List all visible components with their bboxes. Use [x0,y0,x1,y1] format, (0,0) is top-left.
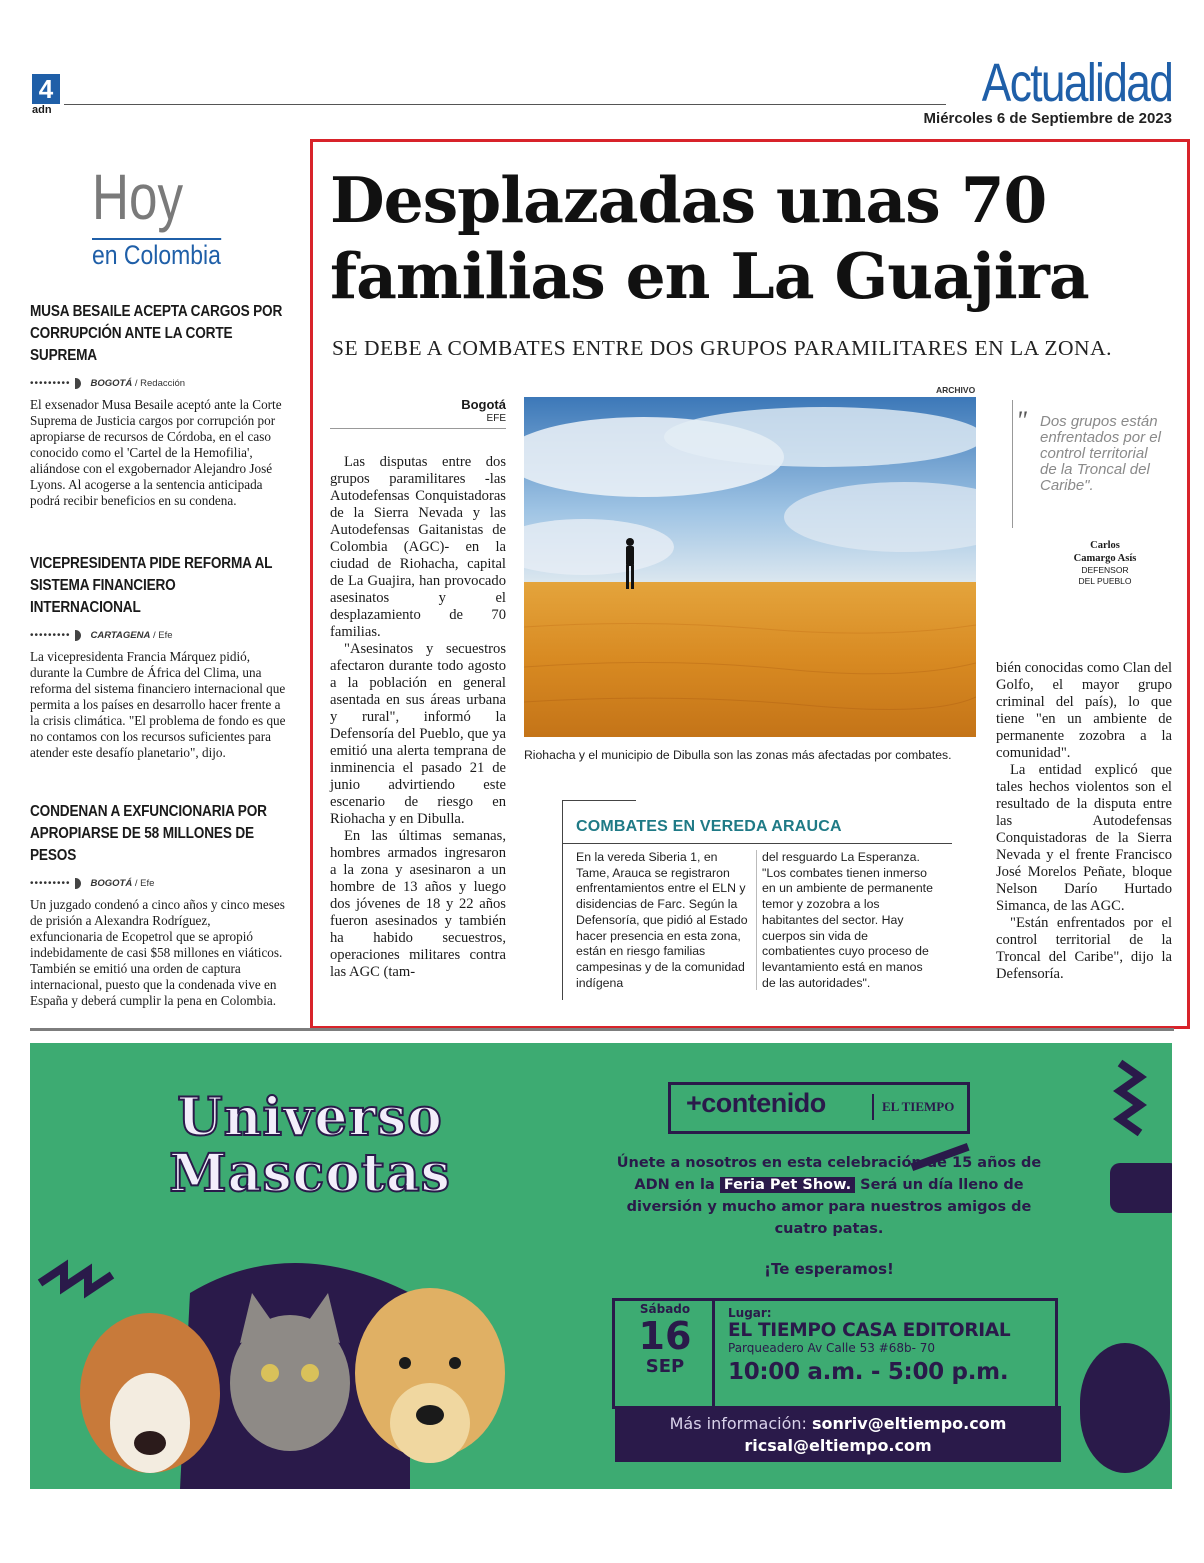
article-column-3 [996,660,1172,983]
article-deck: SE DEBE A COMBATES ENTRE DOS GRUPOS PARAMILITARES EN LA ZONA. [332,336,1112,360]
ad-highlight: Feria Pet Show. [720,1177,855,1193]
quote-author-first: Carlos [1090,540,1120,551]
article-photo [524,397,976,737]
dateline-city: Bogotá [461,397,506,412]
brief-source: Efe [140,877,155,889]
ad-logo-small: EL TIEMPO [872,1094,954,1120]
brief-location: BOGOTÁ [90,877,133,889]
page-number: 4 [32,74,60,104]
byline-marker [75,878,81,889]
byline-separator: / [132,877,141,889]
ad-title-line: Universo [177,1087,443,1148]
sidebar-subtitle: en Colombia [92,240,221,270]
ad-address: Parqueadero Av Calle 53 #68b- 70 [728,1341,936,1355]
brief-location: CARTAGENA [90,629,151,641]
article-paragraph: "Asesinatos y secuestros afectaron durante todo agosto a la población en general asentada en sus áreas urbana y rural", informó la Defensoría del Pueblo, que ya emitió una alerta temprana de inminencia el pasado 21 de junio advirtiendo este escenario de riesgo en Riohacha y en Dibulla. [330,641,506,827]
brief-byline [30,875,286,891]
quote-rule [1012,400,1013,528]
brief-headline: VICEPRESIDENTA PIDE REFORMA AL SISTEMA FINANCIERO INTERNACIONAL [30,555,273,616]
ad-text-before: Únete a nosotros en esta celebración de 15 años de ADN en la [616,1155,1042,1193]
ad-info-divider [712,1300,715,1406]
box-title-rule [562,843,952,844]
byline-marker [75,630,81,641]
quote-role-line: DEFENSOR [1081,565,1129,575]
section-title: Actualidad [981,53,1172,113]
brief-source: Redacción [140,377,186,389]
ad-email[interactable]: ricsal@eltiempo.com [744,1436,932,1455]
article-paragraph: En las últimas semanas, hombres armados ingresaron a la zona y asesinaron a un hombre de 13 años y luego dos jóvenes de 18 y 22 años fueron asesinados y también ha habido secuestros, operaciones militares contra las AGC (tam- [330,828,506,980]
brief-body: Un juzgado condenó a cinco años y cinco meses de prisión a Alexandra Rodríguez, exfuncionaria de Ecopetrol que se apropió indebidamente de casi $58 millones en viáticos. También se emitió una orden de captura internacional, puesto que la condenada vive en España y deberá cumplir la pena en Colombia. [30,897,285,1008]
article-dateline [330,398,506,429]
pull-quote: Dos grupos están enfrentados por el control territorial de la Troncal del Caribe". [1040,413,1161,494]
byline-dots: ••••••••• [30,629,71,641]
ad-text-after: Será un día lleno de diversión y mucho amor para nuestros amigos de cuatro patas. [626,1177,1032,1237]
brief-headline: CONDENAN A EXFUNCIONARIA POR APROPIARSE DE 58 MILLONES DE PESOS [30,803,267,864]
byline-dots: ••••••••• [30,377,71,389]
ad-title [110,1087,510,1204]
page-divider [30,1028,1174,1031]
ad-place-label: Lugar: [728,1306,772,1320]
byline-separator: / [150,629,159,641]
ad-day-number: 16 [638,1314,692,1358]
quote-role [1050,565,1160,587]
ad-hours: 10:00 a.m. - 5:00 p.m. [728,1359,1009,1385]
issue-date: Miércoles 6 de Septiembre de 2023 [923,110,1172,127]
ad-title-line: Mascotas [169,1143,451,1204]
photo-caption: Riohacha y el municipio de Dibulla son las zonas más afectadas por combates. [524,748,952,762]
brand-logo: adn [32,104,52,116]
desert-photo-illustration [524,397,976,737]
ad-date [620,1302,710,1377]
ad-text [612,1152,1046,1240]
byline-dots: ••••••••• [30,877,71,889]
byline-marker [75,378,81,389]
ad-logo: +contenido [686,1088,826,1118]
brief-location: BOGOTÁ [90,377,133,389]
brief-body: El exsenador Musa Besaile aceptó ante la Corte Suprema de Justicia cargos por corrupción por apropiarse de recursos de Córdoba, en el caso conocido como el 'Cartel de la Hemofilia', aliándose con el exgobernador Alejandro José Lyons. Al acogerse a la sentencia anticipada podrá recibir beneficios en su condena. [30,397,282,508]
quote-author-last: Camargo Asís [1073,553,1137,564]
article-column-1 [330,454,506,981]
brief-headline: MUSA BESAILE ACEPTA CARGOS POR CORRUPCIÓN ANTE LA CORTE SUPREMA [30,303,283,364]
brief [30,301,286,509]
quote-role-line: DEL PUEBLO [1078,576,1132,586]
header-rule [64,104,946,105]
sidebar-title: Hoy [92,161,184,233]
brief-byline [30,627,286,643]
box-column-1: En la vereda Siberia 1, en Tame, Arauca se registraron enfrentamientos entre el ELN y disidencias de Farc. Según la Defensoría, que pidió al Estado hacer presencia en esta zona, están en riesgo familias campesinas y de la comunidad indígena [576,850,748,990]
box-column-2: del resguardo La Esperanza. "Los combates tienen inmerso en un ambiente de permanente temor y zozobra a los habitantes del sector. Hay cuerpos sin vida de combatientes cuyo proceso de levantamiento está en manos de las autoridades". [762,850,933,990]
box-rule [562,800,636,801]
ad-place [728,1306,1048,1385]
quote-author [1050,539,1160,565]
dateline-agency: EFE [330,412,506,429]
article-paragraph: La entidad explicó que tales hechos violentos son el resultado de la disputa entre las Autodefensas Conquistadoras de la Sierra Nevada y el frente Francisco José Morelos Peñate, bloque Nelson Darío Hurtado Simanca, de las AGC. [996,762,1172,914]
box-rule [562,800,563,1000]
quote-mark-icon: " [1016,406,1027,435]
ad-cta: ¡Te esperamos! [764,1260,894,1278]
box-title: COMBATES EN VEREDA ARAUCA [576,818,842,835]
ad-month: SEP [645,1356,685,1377]
brief-byline [30,375,286,391]
photo-credit: ARCHIVO [936,385,976,395]
ad-contact-line [618,1414,1058,1433]
ad-weekday: Sábado [639,1302,691,1316]
ad-email[interactable]: sonriv@eltiempo.com [812,1414,1007,1433]
ad-info-label: Más información: [669,1414,807,1433]
byline-separator: / [132,377,141,389]
article-paragraph: "Están enfrentados por el control territorial de la Troncal del Caribe", dijo la Defensoría. [996,915,1172,982]
brief [30,553,286,761]
brief-body: La vicepresidenta Francia Márquez pidió, durante la Cumbre de África del Clima, una reforma del sistema financiero internacional que permita a los países en desarrollo hacer frente a la crisis climática. "El problema de fondo es que no contamos con los recursos suficientes para atender este desafío planetario", dijo. [30,649,286,760]
brief [30,801,286,1009]
brief-source: Efe [158,629,173,641]
article-headline: Desplazadas unas 70 familias en La Guajira [330,163,1089,313]
box-divider [756,850,757,990]
ad-venue: EL TIEMPO CASA EDITORIAL [728,1320,1011,1341]
article-paragraph: bién conocidas como Clan del Golfo, el mayor grupo criminal del país), lo que tiene "en un ambiente de permanente zozobra a la comunidad". [996,660,1172,761]
article-paragraph: Las disputas entre dos grupos paramilitares -las Autodefensas Conquistadoras de la Sierra Nevada y las Autodefensas Gaitanistas de Colombia (AGC)- en la ciudad de Riohacha, capital de La Guajira, han provocado asesinatos y el desplazamiento de 70 familias. [330,454,506,640]
